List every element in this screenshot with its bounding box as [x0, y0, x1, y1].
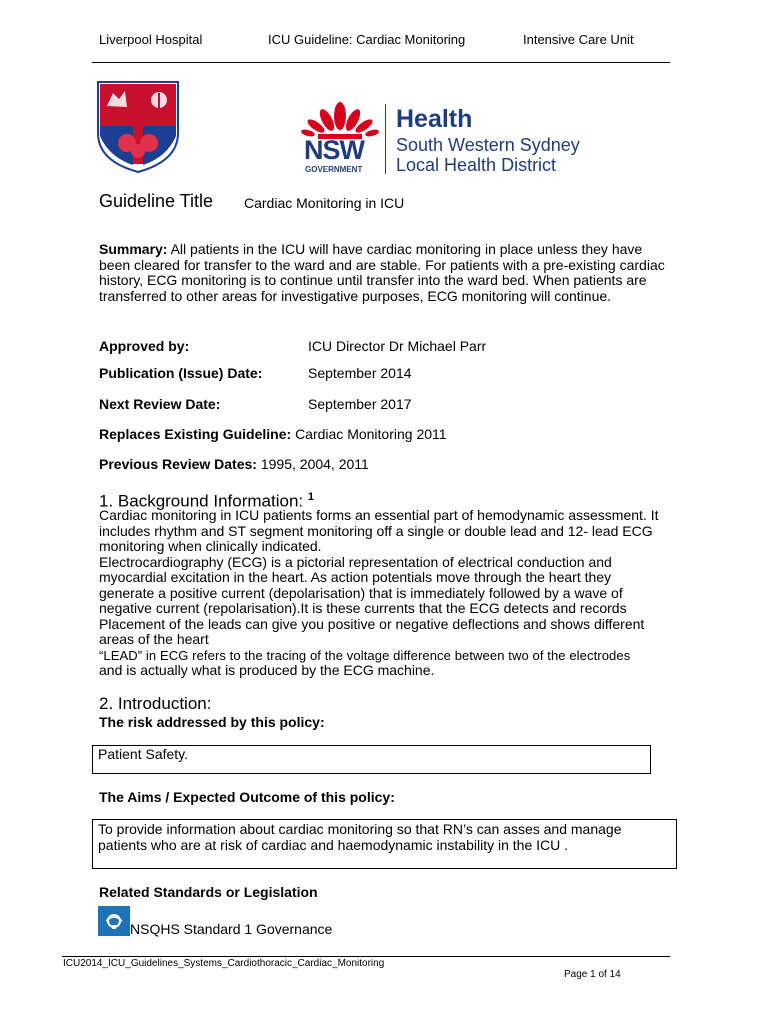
- section-background-title: 1. Background Information:: [99, 491, 304, 511]
- footer-rule: [62, 956, 670, 957]
- header-unit: Intensive Care Unit: [523, 32, 634, 47]
- logo-divider: [385, 104, 386, 174]
- background-line: myocardial excitation in the heart. As action potentials move through the heart they: [99, 569, 612, 585]
- header-hospital: Liverpool Hospital: [99, 32, 203, 47]
- footnote-marker: 1: [307, 491, 314, 503]
- aims-value: [98, 822, 670, 853]
- guideline-title-value: Cardiac Monitoring in ICU: [244, 195, 405, 211]
- replaces-guideline-label: Replaces Existing Guideline:: [99, 426, 292, 442]
- background-line: Electrocardiography (ECG) is a pictorial representation of electrical conduction and: [99, 553, 612, 570]
- publication-date-label: Publication (Issue) Date:: [99, 365, 263, 381]
- next-review-label: Next Review Date:: [99, 396, 221, 412]
- nsw-government-logo: [300, 96, 380, 176]
- replaces-guideline-row: [99, 427, 447, 443]
- risk-value: Patient Safety.: [98, 746, 189, 762]
- risk-box: [92, 745, 651, 774]
- aims-line: patients who are at risk of cardiac and haemodynamic instability in the ICU .: [98, 836, 569, 853]
- aims-line: To provide information about cardiac monitoring so that RN’s can asses and manage: [98, 821, 622, 837]
- previous-review-label: Previous Review Dates:: [99, 456, 257, 472]
- next-review-value: September 2017: [308, 396, 412, 412]
- previous-review-value: 1995, 2004, 2011: [260, 456, 369, 472]
- replaces-guideline-value: Cardiac Monitoring 2011: [295, 426, 447, 442]
- publication-date-value: September 2014: [308, 365, 412, 381]
- related-standards-label: Related Standards or Legislation: [99, 884, 318, 900]
- section-introduction-heading: 2. Introduction:: [99, 694, 212, 713]
- district-line-1: South Western Sydney: [396, 135, 580, 155]
- risk-label: The risk addressed by this policy:: [99, 714, 325, 730]
- background-line: generate a positive current (depolarisation) that is immediately followed by a wave of: [99, 584, 623, 601]
- approved-label: Approved by:: [99, 338, 190, 354]
- previous-review-row: [99, 457, 369, 473]
- background-line: negative current (repolarisation).It is these currents that the ECG detects and records: [99, 600, 627, 616]
- background-paragraph: [99, 508, 679, 679]
- footer-document-id: ICU2014_ICU_Guidelines_Systems_Cardiothoracic_Cardiac_Monitoring: [63, 958, 385, 969]
- summary-label: Summary:: [99, 241, 168, 257]
- background-line: includes rhythm and ST segment monitoring off a single or double lead and 12- lead ECG: [99, 522, 653, 539]
- nsqhs-standard-item: NSQHS Standard 1 Governance: [130, 921, 333, 937]
- background-line: Placement of the leads can give you positive or negative deflections and shows different: [99, 615, 645, 632]
- background-line: and is actually what is produced by the ECG machine.: [99, 662, 435, 678]
- footer-page-number: Page 1 of 14: [564, 969, 621, 980]
- nsqhs-standard-icon: [98, 906, 130, 936]
- background-line: monitoring when clinically indicated.: [99, 538, 322, 554]
- district-line-2: Local Health District: [396, 155, 557, 175]
- approved-value: ICU Director Dr Michael Parr: [308, 338, 487, 354]
- header-guideline: ICU Guideline: Cardiac Monitoring: [268, 32, 466, 47]
- nsw-government-label: GOVERNMENT: [305, 165, 363, 174]
- background-line: Cardiac monitoring in ICU patients forms an essential part of hemodynamic assessment. It: [99, 507, 659, 523]
- background-line: areas of the heart: [99, 631, 209, 647]
- summary-paragraph: [99, 242, 667, 304]
- nsw-wordmark: NSW: [304, 135, 364, 165]
- health-wordmark: Health: [396, 105, 473, 133]
- header-rule: [92, 62, 670, 63]
- background-line: “LEAD” in ECG refers to the tracing of the voltage difference between two of the electrodes: [99, 647, 631, 663]
- aims-label: The Aims / Expected Outcome of this policy:: [99, 789, 395, 805]
- liverpool-crest-logo: [97, 81, 179, 173]
- aims-box: [92, 819, 677, 869]
- guideline-title-label: Guideline Title: [99, 191, 214, 211]
- summary-text: All patients in the ICU will have cardiac monitoring in place unless they have been cleared for transfer to the ward and are stable. For patients with a pre-existing cardiac history, ECG monitoring is to continue until transfer into the ward bed. When patients are transferred to other areas for investigative purposes, ECG monitoring will continue.: [99, 241, 665, 304]
